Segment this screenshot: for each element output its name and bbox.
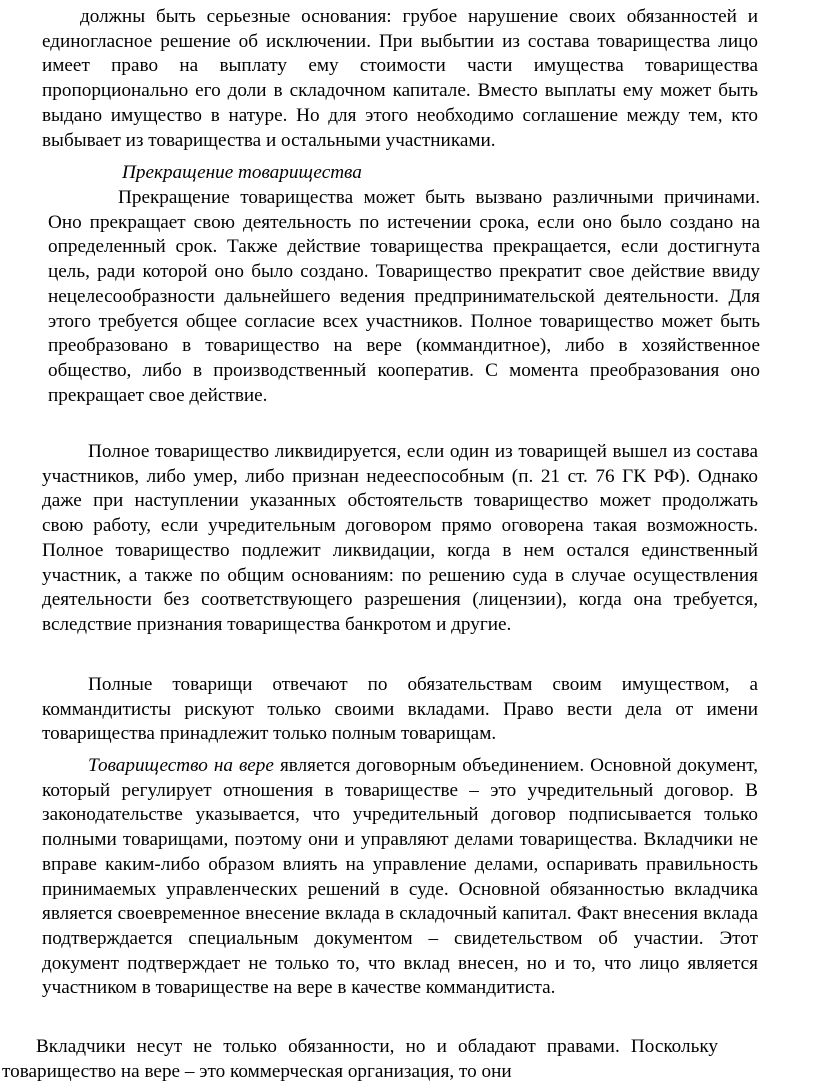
paragraph-member-withdrawal: должны быть серьезные основания: грубое нарушение своих обязанностей и единогласное решение об исключении. При выбытии из состава товарищества лицо имеет право на выплату ему стоимости части имущества товарищества пропорционально его доли в складочном капитале. Вместо выплаты ему может быть выдано имущество в натуре. Но для этого необходимо соглашение между тем, кто выбывает из товарищества и остальными участниками. bbox=[42, 6, 758, 151]
term-limited-partnership: Товарищество на вере bbox=[88, 755, 274, 776]
paragraph-liability: Полные товарищи отвечают по обязательствам своим имуществом, а коммандитисты рискуют только своими вкладами. Право вести дела от имени товарищества принадлежит только полным товарищам. bbox=[42, 674, 758, 745]
paragraph-limited-partnership bbox=[42, 754, 758, 1001]
paragraph-contributors-rights: Вкладчики несут не только обязанности, но и обладают правами. Поскольку товарищество на вере – это коммерческая организация, то они bbox=[2, 1036, 718, 1082]
paragraph-limited-partnership-text: является договорным объединением. Основной документ, который регулирует отношения в товариществе – это учредительный договор. В законодательстве указывается, что учредительный договор подписывается только полными товарищами, поэтому они и управляют делами товарищества. Вкладчики не вправе каким-либо образом влиять на управление делами, оспаривать правильность принимаемых управленческих решений в суде. Основной обязанностью вкладчика является своевременное внесение вклада в складочный капитал. Факт внесения вклада подтверждается специальным документом – свидетельством об участии. Этот документ подтверждает не только то, что вклад внесен, но и то, что лицо является участником в товариществе на вере в качестве коммандитиста. bbox=[42, 755, 758, 999]
paragraph-termination: Прекращение товарищества может быть вызвано различными причинами. Оно прекращает свою деятельность по истечении срока, если оно было создано на определенный срок. Также действие товарищества прекращается, если достигнута цель, ради которой оно было создано. Товарищество прекратит свое действие ввиду нецелесообразности дальнейшего ведения предпринимательской деятельности. Для этого требуется общее согласие всех участников. Полное товарищество может быть преобразовано в товарищество на вере (коммандитное), либо в хозяйственное общество, либо в производственный кооператив. С момента преобразования оно прекращает свое действие. bbox=[48, 187, 760, 406]
section-heading: Прекращение товарищества bbox=[122, 162, 362, 183]
paragraph-liquidation: Полное товарищество ликвидируется, если один из товарищей вышел из состава участников, либо умер, либо признан недееспособным (п. 21 ст. 76 ГК РФ). Однако даже при наступлении указанных обстоятельств товарищество может продолжать свою работу, если учредительным договором прямо оговорена такая возможность. Полное товарищество подлежит ликвидации, когда в нем остался единственный участник, а также по общим основаниям: по решению суда в случае осуществления деятельности без соответствующего разрешения (лицензии), когда она требуется, вследствие признания товарищества банкротом и другие. bbox=[42, 441, 758, 635]
